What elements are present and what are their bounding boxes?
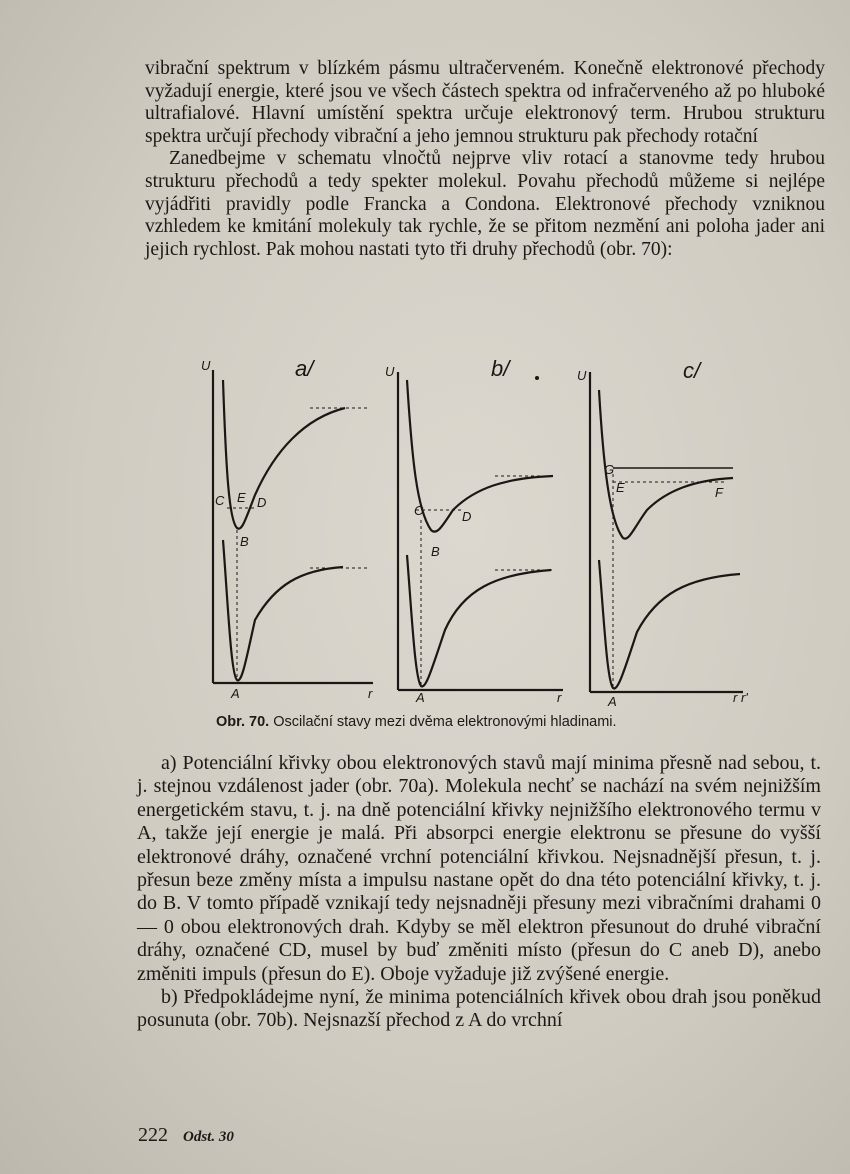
lower-curve	[223, 540, 343, 680]
section-ref: Odst. 30	[183, 1129, 234, 1145]
label-r: r r'	[733, 690, 748, 705]
caption-number: Obr. 70.	[216, 714, 270, 730]
label-c: C	[215, 493, 225, 508]
label-d: D	[257, 495, 267, 510]
label-u: U	[577, 368, 587, 383]
label-a: A	[416, 690, 425, 705]
panel-b	[398, 372, 563, 690]
paragraph: Zanedbejme v schematu vlnočtů nejprve vliv rotací a stanovme tedy hrubou strukturu přechodů a tedy spekter molekul. Povahu přechodů můžeme si nejlépe vyjádřiti pravidly podle Francka a Condona. Elektronové přechody vzniknou vzhledem ke kmitání molekuly tak rychle, že se přitom nezmění ani poloha jader ani jejich rychlost. Pak mohou nastati tyto tři druhy přechodů (obr. 70):	[145, 148, 825, 260]
upper-curve	[407, 380, 553, 532]
panel-label: c/	[683, 358, 701, 383]
potential-curves-diagram	[195, 350, 755, 710]
label-a: A	[231, 686, 240, 701]
label-d: D	[462, 509, 472, 524]
panel-a	[213, 370, 373, 683]
text-block-top	[145, 58, 825, 261]
dot-mark	[535, 376, 539, 380]
upper-curve	[599, 390, 733, 539]
label-e: E	[237, 490, 246, 505]
lower-curve	[599, 560, 740, 688]
paragraph: b) Předpokládejme nyní, že minima potenciálních křivek obou drah jsou poněkud posunuta (obr. 70b). Nejsnazší přechod z A do vrchní	[137, 986, 821, 1032]
label-a: A	[608, 694, 617, 709]
page-number: 222	[138, 1124, 168, 1146]
panel-label: b/	[491, 356, 510, 381]
label-u: U	[201, 358, 211, 373]
label-f: F	[715, 485, 723, 500]
label-g: G	[604, 462, 615, 477]
panel-label: a/	[295, 356, 314, 381]
label-r: r	[368, 686, 373, 701]
page-footer	[138, 1124, 234, 1147]
text-block-bottom	[137, 752, 821, 1033]
caption-text: Oscilační stavy mezi dvěma elektronovými hladinami.	[273, 714, 617, 730]
lower-curve	[407, 555, 551, 686]
label-u: U	[385, 364, 395, 379]
figure-70	[195, 350, 755, 710]
paragraph: a) Potenciální křivky obou elektronových stavů mají minima přesně nad sebou, t. j. stejnou vzdálenost jader (obr. 70a). Molekula nechť se nachází na svém nejnižším energetickém stavu, t. j. na dně potenciální křivky nejnižšího elektronového termu v A, takže její energie je malá. Při absorpci energie elektronu se přesune do vyšší elektronové dráhy, označené vrchní potenciální křivkou. Nejsnadnější přesun, t. j. přesun beze změny místa a impulsu nastane opět do dna této potenciální křivky, t. j. do B. V tomto případě vznikají tedy nejsnadněji přesuny mezi vibračními drahami 0 — 0 obou elektronových drah. Kdyby se měl elektron přesunout do druhé vibrační dráhy, označené CD, musel by buď změniti místo (přesun do C aneb D), anebo změniti impuls (přesun do E). Oboje vyžaduje již zvýšené energie.	[137, 752, 821, 985]
panel-c	[590, 372, 743, 692]
figure-caption	[216, 714, 776, 730]
label-r: r	[557, 690, 562, 705]
upper-curve	[223, 380, 345, 529]
label-b: B	[431, 544, 440, 559]
label-c: C	[414, 503, 424, 518]
label-b: B	[240, 534, 249, 549]
paragraph: vibrační spektrum v blízkém pásmu ultračerveném. Konečně elektronové přechody vyžadují energie, které jsou ve všech částech spektra od infračerveného až po hluboké ultrafialové. Hlavní umístění spektra určuje elektronový term. Hrubou strukturu spektra určují přechody vibrační a jeho jemnou strukturu pak přechody rotační	[145, 58, 825, 147]
label-e: E	[616, 480, 625, 495]
